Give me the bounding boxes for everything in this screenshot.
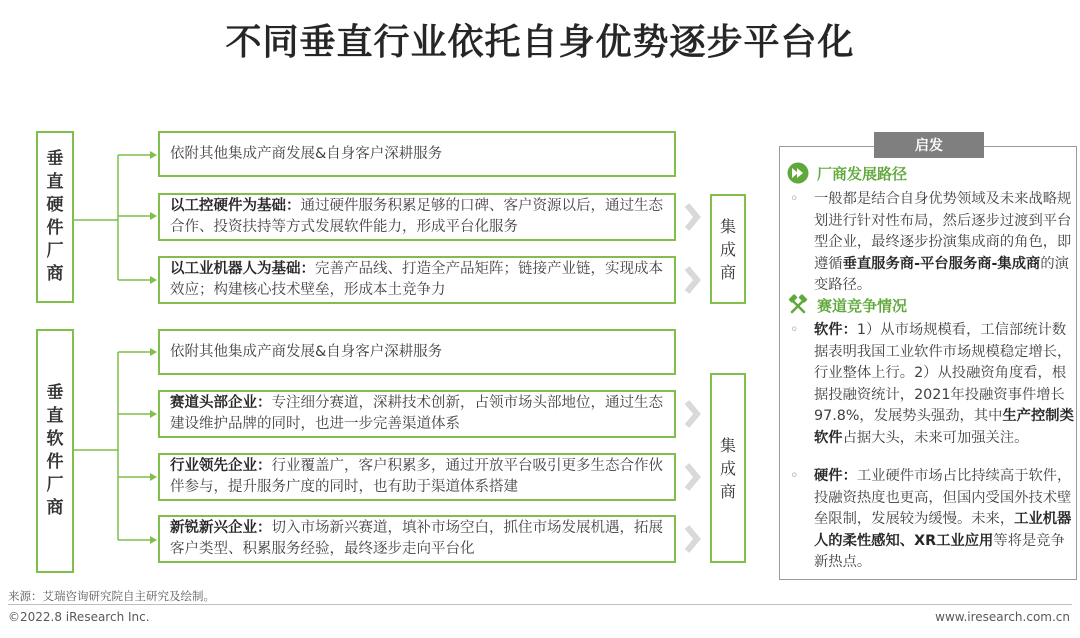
bullet: ◦ (790, 468, 799, 484)
paragraph-text: 占据大头，未来可加强关注。 (842, 429, 1029, 446)
integrator-box-hardware (710, 194, 746, 304)
footer-divider (8, 604, 1072, 605)
paragraph-bold: 生产控制类软件 (814, 408, 1074, 446)
chevron-right-icon (682, 398, 702, 430)
item-text: 完善产品线、打造全产品矩阵；链接产业链，实现成本效应；构建核心技术壁垒，形成本土竞争力 (170, 261, 663, 298)
hardware-item-2 (158, 193, 676, 241)
paragraph-bold: 软件： (814, 322, 857, 338)
section-vendor-path-title (787, 162, 907, 184)
section-competition-title (787, 294, 907, 316)
website-link: www.iresearch.com.cn (935, 610, 1070, 624)
paragraph-text: 的演变路径。 (814, 255, 1069, 293)
item-text: 专注细分赛道，深耕技术创新，占领市场头部地位，通过生态建设维护品牌的同时，也进一步完善渠道体系 (170, 395, 663, 432)
software-vendors-label: 垂直软件厂商 (46, 383, 64, 518)
paragraph-bold: 硬件： (814, 468, 857, 484)
software-item-2 (158, 390, 676, 438)
chevron-right-icon (682, 523, 702, 555)
paragraph-text: 工业硬件市场占比持续高于软件，投融资热度也更高，但国内受国外技术壁垒限制，发展较为缓慢。未来， (814, 468, 1072, 527)
fast-forward-icon (787, 162, 809, 184)
item-bold: 行业领先企业： (170, 458, 272, 474)
chevron-right-icon (682, 201, 702, 233)
item-bold: 以工业机器人为基础： (170, 261, 315, 277)
copyright: ©2022.8 iResearch Inc. (8, 610, 150, 624)
chevron-right-icon (682, 264, 702, 296)
item-bold: 新锐新兴企业： (170, 520, 272, 536)
item-text: 通过硬件服务积累足够的口碑、客户资源以后，通过生态合作、投资扶持等方式发展软件能力，形成平台化服务 (170, 198, 663, 235)
item-bold: 赛道头部企业： (170, 395, 272, 411)
hardware-item-3 (158, 256, 676, 304)
insights-panel-header: 启发 (874, 132, 984, 158)
integrator-label: 集成商 (719, 216, 736, 282)
item-bold: 以工控硬件为基础： (170, 198, 301, 214)
software-item-3 (158, 453, 676, 501)
paragraph-bold: 垂直服务商-平台服务商-集成商 (842, 255, 1041, 272)
hardware-vendors-label: 垂直硬件厂商 (46, 149, 64, 284)
source-note: 来源：艾瑞咨询研究院自主研究及绘制。 (8, 589, 215, 603)
hardware-item-1 (158, 131, 676, 177)
software-item-4 (158, 515, 676, 563)
paragraph-text: 1）从市场规模看，工信部统计数据表明我国工业软件市场规模稳定增长，行业整体上行。2）从投融资角度看，根据投融资统计，2021年投融资事件增长97.8%，发展势头强劲，其中 (814, 322, 1072, 424)
bullet: ◦ (790, 322, 799, 338)
item-text: 依附其他集成产商发展&自身客户深耕服务 (170, 145, 443, 162)
software-competition-paragraph (790, 320, 1074, 449)
hardware-vendors-box (36, 131, 74, 303)
paragraph-bold: 工业机器人的柔性感知、XR工业应用 (814, 511, 1072, 549)
integrator-box-software (710, 373, 746, 563)
software-vendors-box (36, 329, 74, 573)
hardware-competition-paragraph (790, 466, 1074, 574)
item-text: 依附其他集成产商发展&自身客户深耕服务 (170, 343, 443, 360)
paragraph-text: 等将是竞争新热点。 (814, 532, 1065, 570)
section-title-text: 赛道竞争情况 (817, 296, 908, 315)
paragraph-text: 一般都是结合自身优势领域及未来战略规划进行针对性布局，然后逐步过渡到平台型企业，最终逐步扮演集成商的角色，即遵循 (814, 191, 1072, 272)
page-title: 不同垂直行业依托自身优势逐步平台化 (225, 22, 855, 63)
crossed-hammers-icon (787, 294, 809, 316)
integrator-label: 集成商 (719, 435, 736, 501)
bullet: ◦ (790, 191, 799, 207)
item-text: 切入市场新兴赛道，填补市场空白，抓住市场发展机遇，拓展客户类型、积累服务经验，最终逐步走向平台化 (170, 520, 663, 557)
item-text: 行业覆盖广，客户积累多，通过开放平台吸引更多生态合作伙伴参与，提升服务广度的同时，也有助于渠道体系搭建 (170, 458, 663, 495)
vendor-path-paragraph (790, 189, 1074, 297)
software-item-1 (158, 329, 676, 375)
section-title-text: 厂商发展路径 (817, 164, 908, 183)
chevron-right-icon (682, 461, 702, 493)
